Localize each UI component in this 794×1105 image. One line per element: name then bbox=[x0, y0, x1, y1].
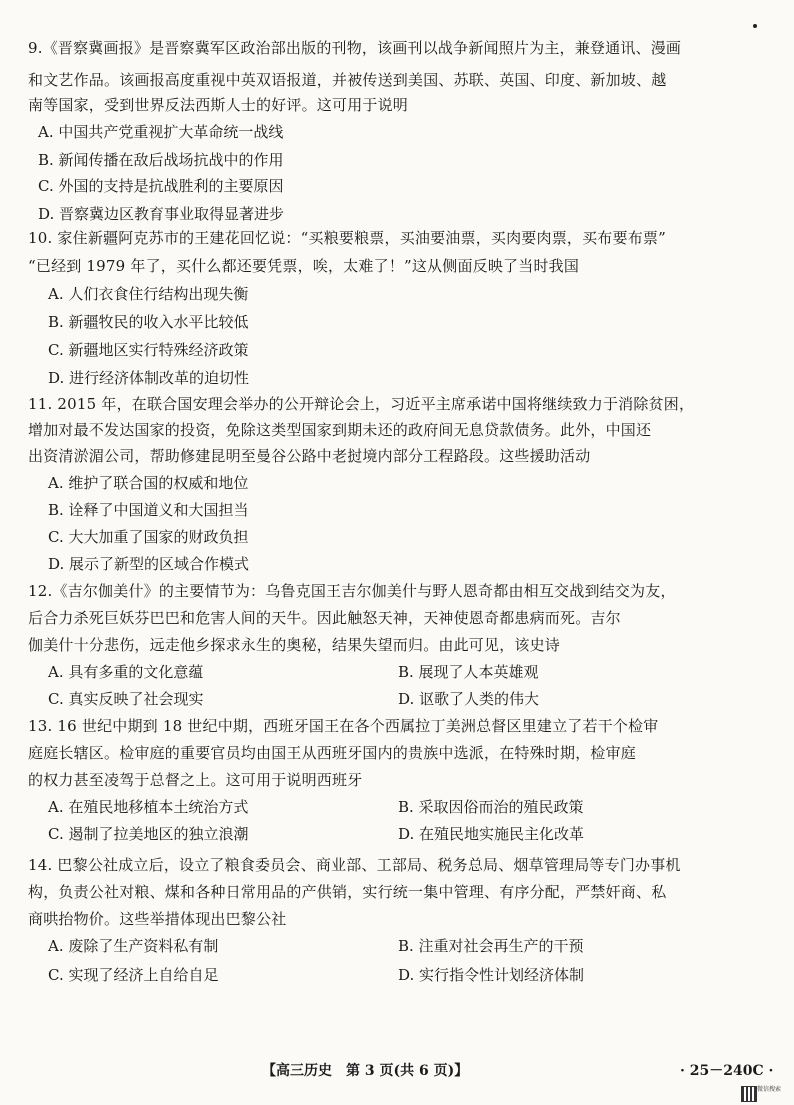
question-stem-line: 构，负责公社对粮、煤和各种日常用品的产供销，实行统一集中管理、有序分配，严禁奸商、私 bbox=[28, 883, 667, 901]
question-stem-line: 伽美什十分悲伤，远走他乡探求永生的奥秘，结果失望而归。由此可见，该史诗 bbox=[28, 636, 561, 654]
question-stem-line: 11. 2015 年，在联合国安理会举办的公开辩论会上，习近平主席承诺中国将继续致力于消除贫困， bbox=[28, 395, 695, 413]
option-b: B. 新闻传播在敌后战场抗战中的作用 bbox=[38, 151, 284, 169]
option-c: C. 新疆地区实行特殊经济政策 bbox=[48, 341, 249, 359]
option-b: B. 展现了人本英雄观 bbox=[398, 663, 539, 681]
corner-dot bbox=[753, 24, 757, 28]
option-b: B. 新疆牧民的收入水平比较低 bbox=[48, 313, 249, 331]
option-a: A. 废除了生产资料私有制 bbox=[48, 937, 219, 955]
question-stem-line: 10. 家住新疆阿克苏市的王建花回忆说：“买粮要粮票，买油要油票，买肉要肉票，买布要布票” bbox=[28, 229, 666, 247]
question-stem-line: 12.《吉尔伽美什》的主要情节为：乌鲁克国王吉尔伽美什与野人恩奇都由相互交战到结交为友， bbox=[28, 582, 676, 600]
question-stem-line: 13. 16 世纪中期到 18 世纪中期，西班牙国王在各个西属拉丁美洲总督区里建立了若干个检审 bbox=[28, 717, 659, 735]
question-stem-line: 商哄抬物价。这些举措体现出巴黎公社 bbox=[28, 910, 287, 928]
option-c: C. 真实反映了社会现实 bbox=[48, 690, 204, 708]
option-c: C. 实现了经济上自给自足 bbox=[48, 966, 219, 984]
question-stem-line: 出资清淤湄公司，帮助修建昆明至曼谷公路中老挝境内部分工程路段。这些援助活动 bbox=[28, 447, 591, 465]
option-c: C. 外国的支持是抗战胜利的主要原因 bbox=[38, 177, 284, 195]
option-a: A. 中国共产党重视扩大革命统一战线 bbox=[38, 123, 284, 141]
option-d: D. 讴歌了人类的伟大 bbox=[398, 690, 540, 708]
question-stem-line: 14. 巴黎公社成立后，设立了粮食委员会、商业部、工部局、税务总局、烟草管理局等专门办事机 bbox=[28, 856, 681, 874]
option-d: D. 晋察冀边区教育事业取得显著进步 bbox=[38, 205, 285, 223]
option-d: D. 展示了新型的区域合作模式 bbox=[48, 555, 250, 573]
option-d: D. 进行经济体制改革的迫切性 bbox=[48, 369, 250, 387]
option-a: A. 人们衣食住行结构出现失衡 bbox=[48, 285, 249, 303]
option-d: D. 实行指令性计划经济体制 bbox=[398, 966, 585, 984]
question-stem-line: 和文艺作品。该画报高度重视中英双语报道，并被传送到美国、苏联、英国、印度、新加坡、越 bbox=[28, 71, 667, 89]
option-a: A. 维护了联合国的权威和地位 bbox=[48, 474, 249, 492]
page-code: · 25－240C · bbox=[680, 1063, 774, 1079]
option-a: A. 具有多重的文化意蕴 bbox=[48, 663, 204, 681]
option-d: D. 在殖民地实施民主化改革 bbox=[398, 825, 585, 843]
question-stem-line: 的权力甚至凌驾于总督之上。这可用于说明西班牙 bbox=[28, 771, 363, 789]
page-footer-title: 【高三历史 第 3 页(共 6 页)】 bbox=[262, 1063, 469, 1079]
option-b: B. 注重对社会再生产的干预 bbox=[398, 937, 584, 955]
question-stem-line: 南等国家，受到世界反法西斯人士的好评。这可用于说明 bbox=[28, 96, 409, 114]
option-a: A. 在殖民地移植本土统治方式 bbox=[48, 798, 249, 816]
question-stem-line: “已经到 1979 年了，买什么都还要凭票，唉，太难了！”这从侧面反映了当时我国 bbox=[28, 257, 580, 275]
question-stem-line: 9.《晋察冀画报》是晋察冀军区政治部出版的刊物，该画刊以战争新闻照片为主，兼登通讯、漫画 bbox=[28, 39, 682, 57]
option-b: B. 诠释了中国道义和大国担当 bbox=[48, 501, 249, 519]
question-stem-line: 后合力杀死巨妖芬巴巴和危害人间的天牛。因此触怒天神，天神使恩奇都患病而死。吉尔 bbox=[28, 609, 621, 627]
option-c: C. 大大加重了国家的财政负担 bbox=[48, 528, 249, 546]
option-b: B. 采取因俗而治的殖民政策 bbox=[398, 798, 584, 816]
option-c: C. 遏制了拉美地区的独立浪潮 bbox=[48, 825, 249, 843]
qr-code-icon bbox=[741, 1086, 757, 1102]
question-stem-line: 增加对最不发达国家的投资，免除这类型国家到期未还的政府间无息贷款债务。此外，中国还 bbox=[28, 421, 652, 439]
watermark-text: 微信搜索 bbox=[757, 1086, 782, 1093]
question-stem-line: 庭庭长辖区。检审庭的重要官员均由国王从西班牙国内的贵族中选派，在特殊时期，检审庭 bbox=[28, 744, 637, 762]
